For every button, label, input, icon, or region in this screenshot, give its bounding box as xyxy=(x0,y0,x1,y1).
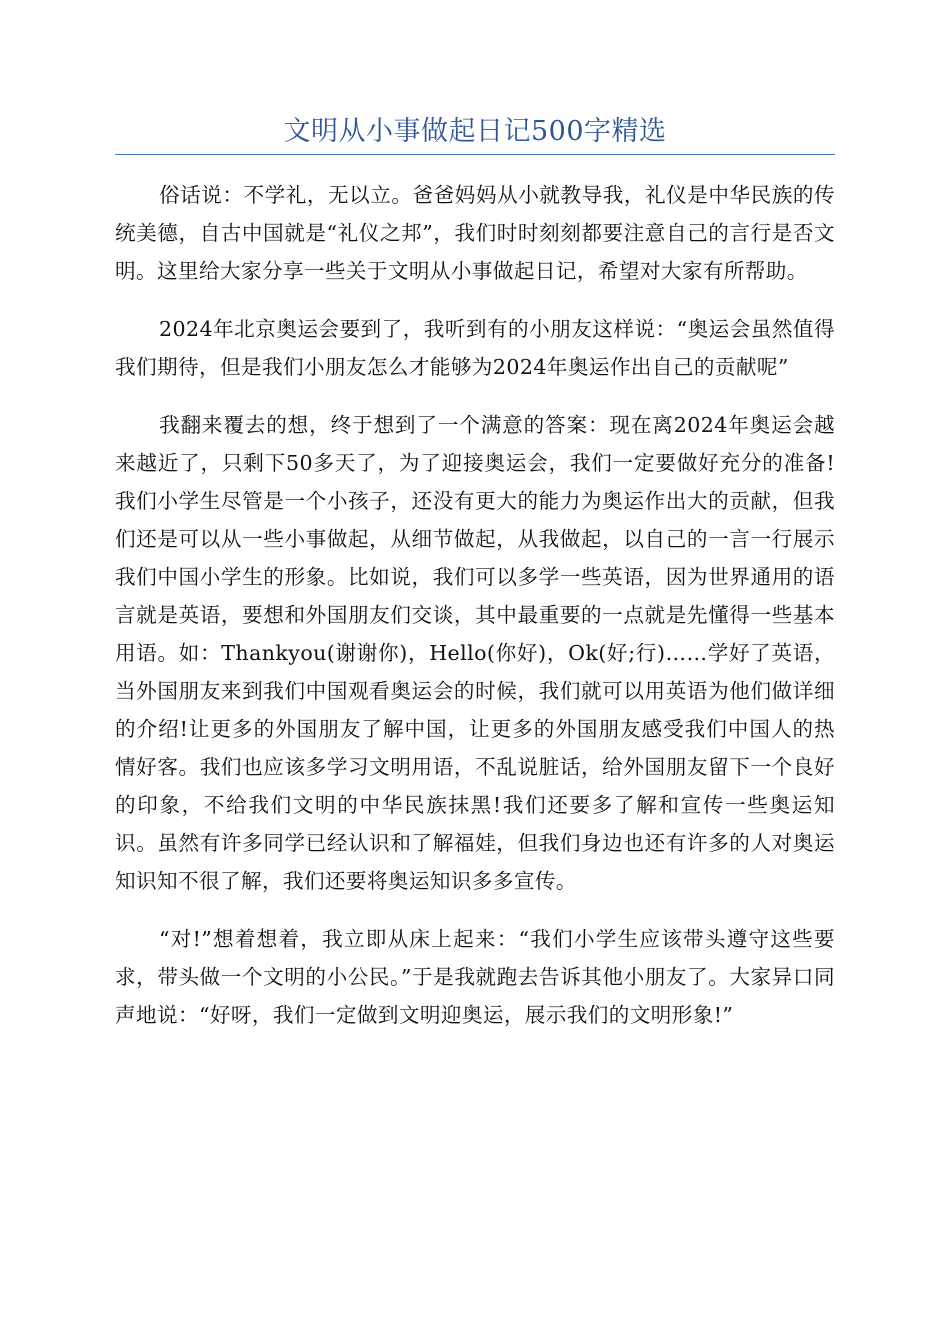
paragraph-2: 2024年北京奥运会要到了，我听到有的小朋友这样说：“奥运会虽然值得我们期待，但是我们小朋友怎么才能够为2024年奥运作出自己的贡献呢” xyxy=(115,317,835,379)
document-body xyxy=(115,176,835,1054)
document-title: 文明从小事做起日记500字精选 xyxy=(283,116,667,147)
title-block xyxy=(115,112,835,155)
title-underline xyxy=(115,154,835,155)
paragraph-4: “对!”想着想着，我立即从床上起来：“我们小学生应该带头遵守这些要求，带头做一个文明的小公民。”于是我就跑去告诉其他小朋友了。大家异口同声地说：“好呀，我们一定做到文明迎奥运，展示我们的文明形象!” xyxy=(115,927,835,1027)
paragraph-1: 俗话说：不学礼，无以立。爸爸妈妈从小就教导我，礼仪是中华民族的传统美德，自古中国就是“礼仪之邦”，我们时时刻刻都要注意自己的言行是否文明。这里给大家分享一些关于文明从小事做起日记，希望对大家有所帮助。 xyxy=(115,183,835,283)
paragraph-3: 我翻来覆去的想，终于想到了一个满意的答案：现在离2024年奥运会越来越近了，只剩下50多天了，为了迎接奥运会，我们一定要做好充分的准备!我们小学生尽管是一个小孩子，还没有更大的能力为奥运作出大的贡献，但我们还是可以从一些小事做起，从细节做起，从我做起，以自己的一言一行展示我们中国小学生的形象。比如说，我们可以多学一些英语，因为世界通用的语言就是英语，要想和外国朋友们交谈，其中最重要的一点就是先懂得一些基本用语。如：Thankyou(谢谢你)，Hello(你好)，Ok(好;行)……学好了英语，当外国朋友来到我们中国观看奥运会的时候，我们就可以用英语为他们做详细的介绍!让更多的外国朋友了解中国，让更多的外国朋友感受我们中国人的热情好客。我们也应该多学习文明用语，不乱说脏话，给外国朋友留下一个良好的印象，不给我们文明的中华民族抹黑!我们还要多了解和宣传一些奥运知识。虽然有许多同学已经认识和了解福娃，但我们身边也还有许多的人对奥运知识知不很了解，我们还要将奥运知识多多宣传。 xyxy=(115,413,835,893)
